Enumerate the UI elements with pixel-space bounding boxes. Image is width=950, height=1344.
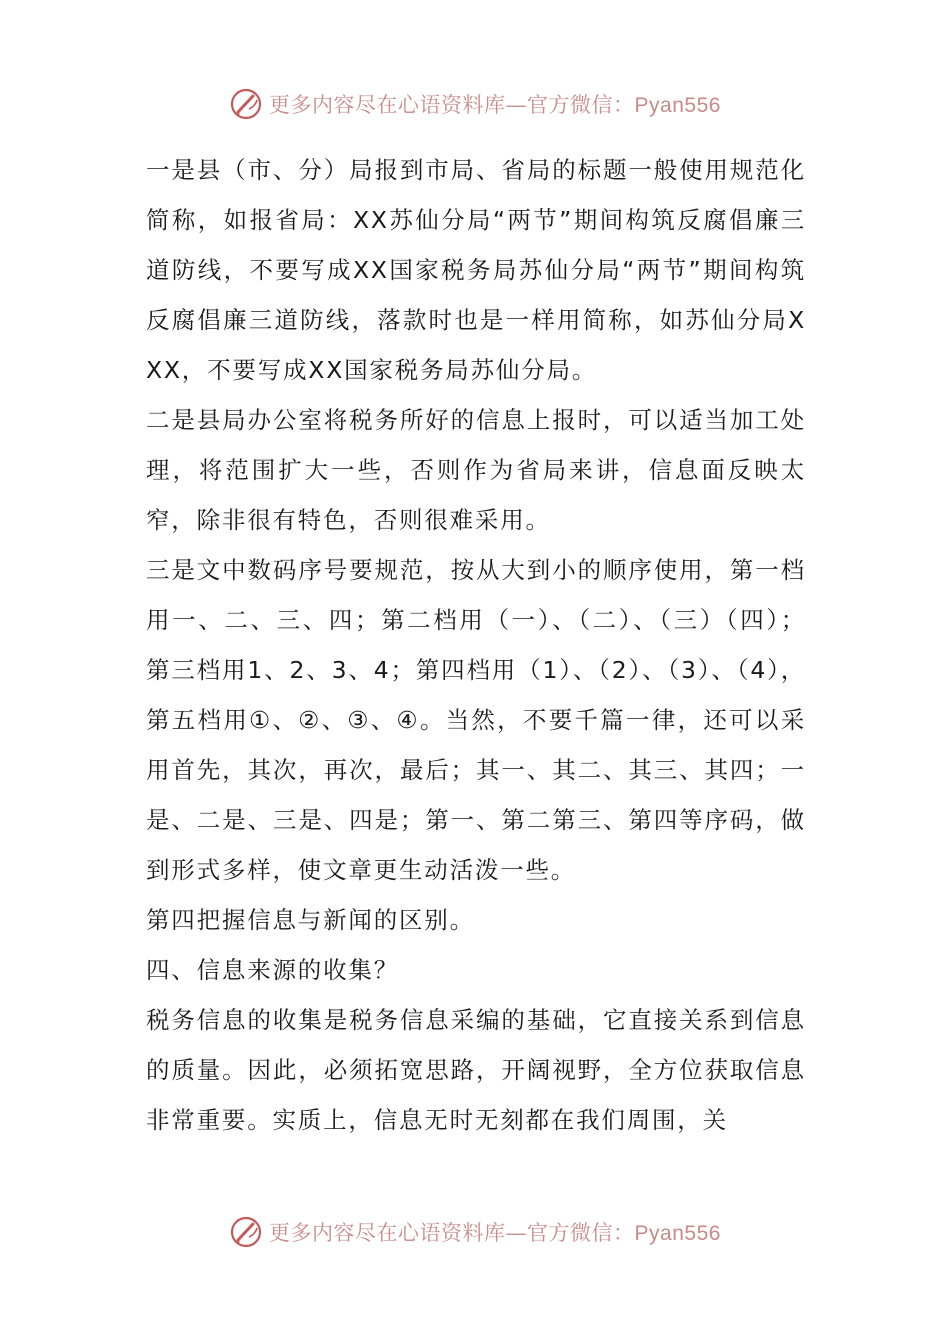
- footer-banner-text: [269, 1217, 721, 1247]
- site-slogan: 更多内容尽在心语资料库: [269, 93, 506, 117]
- wechat-label: 官方微信：: [527, 93, 635, 117]
- pen-logo-icon: [229, 1215, 263, 1249]
- footer-banner: [0, 1212, 950, 1252]
- pen-logo-icon: [229, 87, 263, 121]
- header-banner-text: [269, 89, 721, 119]
- wechat-id: Pyan556: [634, 94, 721, 117]
- paragraph-info-vs-news: 第四把握信息与新闻的区别。: [146, 906, 475, 934]
- paragraph-report-processing: 二是县局办公室将税务所好的信息上报时，可以适当加工处理，将范围扩大一些，否则作为省局来讲，信息面反映太窄，除非很有特色，否则很难采用。: [146, 406, 806, 534]
- banner-dash: —: [505, 1221, 528, 1245]
- header-banner: [0, 84, 950, 124]
- wechat-label: 官方微信：: [527, 1221, 635, 1245]
- paragraph-title-abbreviation: 一是县（市、分）局报到市局、省局的标题一般使用规范化简称，如报省局：XX苏仙分局“两节”期间构筑反腐倡廉三道防线，不要写成XX国家税务局苏仙分局“两节”期间构筑反腐倡廉三道防线，落款时也是一样用简称，如苏仙分局XXX，不要写成XX国家税务局苏仙分局。: [146, 156, 806, 384]
- site-slogan: 更多内容尽在心语资料库: [269, 1221, 506, 1245]
- wechat-id: Pyan556: [634, 1222, 721, 1245]
- paragraph-info-collection: 税务信息的收集是税务信息采编的基础，它直接关系到信息的质量。因此，必须拓宽思路，开阔视野，全方位获取信息非常重要。实质上，信息无时无刻都在我们周围，关: [146, 1006, 806, 1134]
- paragraph-numbering-rules: 三是文中数码序号要规范，按从大到小的顺序使用，第一档用一、二、三、四；第二档用（一）、（二）、（三）（四）；第三档用1、2、3、4；第四档用（1）、（2）、（3）、（4），第五档用①、②、③、④。当然，不要千篇一律，还可以采用首先，其次，再次，最后；其一、其二、其三、其四；一是、二是、三是、四是；第一、第二第三、第四等序码，做到形式多样，使文章更生动活泼一些。: [146, 556, 806, 884]
- section-heading-info-sources: 四、信息来源的收集？: [146, 956, 399, 984]
- banner-dash: —: [505, 93, 528, 117]
- document-body: [146, 145, 806, 1145]
